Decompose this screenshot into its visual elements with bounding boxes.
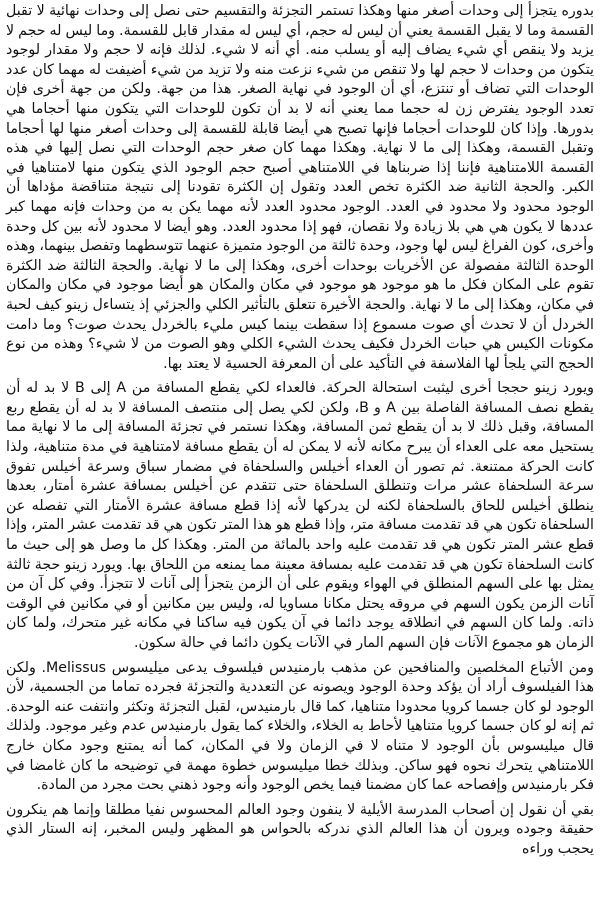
paragraph-melissus: ومن الأتباع المخلصين والمنافحين عن مذهب بارمنيدس فيلسوف يدعى ميليسوس Melissus. ولكن هذا الفيلسوف أراد أن يؤكد وحدة الوجود ويصونه عن التعددية والتجزئة فجرده تماما من الجسمية، لأن الوجود لو كان جسما كرويا محدودا متناهيا، كما قال بارمنيدس، لقبل التجزئة وتكثر وانتفت عنه الوحدة. ثم إنه لو كان جسما كرويا متناهيا لأحاط به الخلاء، والخلاء كما يقول بارمنيدس عدم وغير موجود. ولذلك قال ميليسوس بأن الوجود لا متناه لا في الزمان ولا في المكان، كما أنه يمتنع وجود مكان خارج اللامتناهي يتحرك نحوه فهو ساكن. وبذلك خطا ميليسوس خطوة مهمة في توضيحه ما كان غامضا في فكر بارمنيدس وإفصاحه عما كان مضمنا فيما يخص الوجود وأنه وجود ذهني بحت مجرد من المادة. [6,659,594,794]
paragraph-zeno-plurality: بدوره يتجزأ إلى وحدات أصغر منها وهكذا تستمر التجزئة والتقسيم حتى نصل إلى وحدات نهائية لا تقبل القسمة وما لا يقبل القسمة يعني أن ليس له حجم، أي ليس له مقدار قابل للقسمة. وما ليس له حجم لا يزيد ولا ينقص أي شيء يضاف إليه أو يسلب منه. أي أنه لا شيء. لذلك فإنه لا حجم ولا مقدار لوجود يتكون من وحدات لا حجم لها ولا تنقص من شيء نزعت منه ولا تزيد من شيء أضيفت له مهما كان عدد الوحدات التي تضاف أو تنتزع، أي أن الوجود في نهاية الصغر. هذا من جهة. ولكن من جهة أخرى فإن تعدد الوجود يفترض زن له حجما مما يعني أنه لا بد أن تكون للوحدات التي يتكون منها أحجاما هي بدورها. وإذا كان للوحدات أحجاما فإنها تصبح هي أيضا قابلة للقسمة إلى وحدات أصغر منها لها أحجاما وتقبل القسمة، وهكذا إلى ما لا نهاية. وهكذا مهما كان صغر حجم الوحدات التي نصل إليها في هذه القسمة اللامتناهية فإننا إذا ضربناها في اللامتناهي أصبح حجم الوجود الذي يتكون منها لامتناهيا في الكبر. والحجة الثانية ضد الكثرة تخص العدد وتقول إن الكثرة تقودنا إلى نتيجة متناقضة مؤداها أن الوجود محدود ولا محدود في العدد. الوجود محدود العدد لأنه مهما يكن به من وحدات فإنه مهما كبر عددها لا يكون هي هي بلا زيادة ولا نقصان، فهو إذا محدود العدد. وهو أيضا لا محدود لأنه بين كل وحدة وأخرى، كون الفراغ ليس لها وجود، وحدة ثالثة من الوجود متميزة عنهما تتوسطهما وتفصل بينهما، وهذه الوحدة الثالثة مفصولة عن الأخريات بوحدات أخرى، وهكذا إلى ما لا نهاية. والحجة الثالثة ضد الكثرة تقوم على المكان فكل ما هو موجود هو موجود في مكان والمكان هو أيضا موجود في مكان والمكان في مكان، وهكذا إلى ما لا نهاية. والحجة الأخيرة تتعلق بالتأثير الكلي والجزئي إذ يتساءل زينو كيف لحبة الخردل أن لا تحدث أي صوت مسموع إذا سقطت بينما كيس مليء بالخردل يحدث صوت؟ وما دامت مكونات الكيس هي حبات الخردل فكيف يحدث الشيء الكلي وهو الصوت من لا شيء؟ وهذه من نوع الحجج التي يلجأ لها الفلاسفة في التأكيد على أن المعرفة الحسية لا يعتد بها. [6,3,594,372]
paragraph-eleatic-school: بقي أن نقول إن أصحاب المدرسة الأيلية لا ينفون وجود العالم المحسوس نفيا مطلقا وإنما هم ينكرون حقيقة وجوده ويرون أن هذا العالم الذي ندركه بالحواس هو المظهر وليس المخبر، إنه الستار الذي يحجب وراءه [6,801,594,857]
paragraph-zeno-motion: ويورد زينو حججا أخرى ليثبت استحالة الحركة. فالعداء لكي يقطع المسافة من A إلى B لا بد له أن يقطع نصف المسافة الفاصلة بين A و B، ولكن لكي يصل إلى منتصف المسافة لا بد له أن يقطع ربع المسافة، وقبل ذلك لا بد أن يقطع ثمن المسافة، وهكذا نستمر في تجزئة المسافة إلى ما لا نهاية مما يستحيل معه على العداء أن يبرح مكانه لأنه لا يمكن له أن يقطع مسافة لامتناهية في مدة متناهية، ولذا كانت الحركة ممتنعة. ثم تصور أن العداء أخيلس والسلحفاة في مضمار سباق وسرعة أخيلس تفوق سرعة السلحفاة عشر مرات وتنطلق السلحفاة حتى تتقدم عن أخيلس بمسافة عشرة أمتار، بعدها ينطلق أخيلس للحاق بالسلحفاة لكنه لن يدركها لأنه إذا قطع مسافة عشرة الأمتار التي تفصله عن السلحفاة تكون هي قد تقدمت مسافة متر، وإذا قطع هو هذا المتر تكون هي قد تقدمت عشر المتر، وإذا قطع عشر المتر تكون هي قد تقدمت عليه واحد بالمائة من المتر. وهكذا كل ما وصل هو إلى حيث ما كانت السلحفاة تكون هي قد تقدمت عليه بمسافة معينة مما يمنعه من اللحاق بها. ويورد زينو حجة ثالثة يمثل بها على السهم المنطلق في الهواء ويقوم على أن الزمن يتجزأ إلى آنات لا تتجزأ. وفي كل آن من آنات الزمن يكون السهم في مروقه يحتل مكانا مساويا له، وليس بين مكانين أو في مكانين في الوقت ذاته. ولما كان السهم في انطلاقه يوجد دائما في آن يكون فيه ساكنا في مكانه غير متحرك، ولما كان الزمان هو مجموع الآنات فإن السهم المار في الآنات يكون دائما في حالة سكون. [6,380,595,651]
